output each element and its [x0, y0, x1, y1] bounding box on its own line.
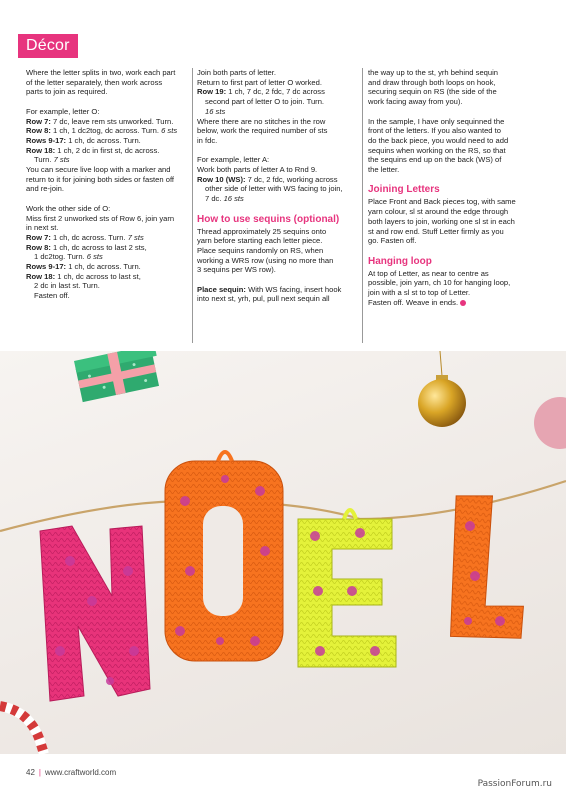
row-label: Row 10 (WS):: [197, 174, 246, 184]
column-divider: [192, 68, 193, 343]
row-label: Row 7:: [26, 232, 51, 242]
row-text: 1 ch, dc across. Turn.: [50, 232, 128, 242]
row-7b: [26, 233, 188, 243]
text-line: Where there are no stitches in the row: [197, 116, 326, 126]
stitch-count: 16 sts: [223, 194, 244, 204]
text-line: You can secure live loop with a marker and: [26, 165, 171, 175]
heading-hanging-loop: Hanging loop: [368, 255, 432, 267]
text-line: go. Fasten off.: [368, 236, 417, 246]
row-label: Row 8:: [26, 126, 51, 136]
text-line: Where the letter splits in two, work each part: [26, 68, 176, 77]
sequins-paragraph: [197, 227, 357, 276]
hanging-end-line: [368, 298, 538, 308]
text-line: in next st.: [26, 223, 59, 233]
text-line: Join both parts of letter.: [197, 68, 276, 77]
text-line: work facing away from you).: [368, 97, 463, 107]
row-10-cont2: [197, 194, 357, 204]
row-18b: [26, 272, 188, 282]
row-text: With WS facing, insert hook: [245, 284, 342, 294]
text-column-3: [368, 68, 538, 317]
text-line: In the sample, I have only sequinned the: [368, 116, 505, 126]
place-sequin-line: [197, 285, 357, 295]
column-divider: [362, 68, 363, 343]
text-line: st and row end. Stuff Letter firmly as you: [368, 226, 504, 236]
text-line: Miss first 2 unworked sts of Row 6, join yarn: [26, 213, 175, 223]
row-18-cont: [26, 155, 188, 165]
row-18: [26, 146, 188, 156]
row-8b: [26, 243, 188, 253]
row-text: 1 ch, 1 dc2tog, dc across. Turn.: [50, 126, 162, 136]
letter-l-orange: [437, 491, 540, 646]
text-line: front of the letters. If you also wanted to: [368, 126, 501, 136]
row-text: 1 dc2tog. Turn.: [34, 252, 87, 262]
sequin-cont-paragraph: [368, 68, 538, 107]
text-line: both layers to join, working one sl st in each: [368, 216, 515, 226]
text-line: Thread approximately 25 sequins onto: [197, 226, 327, 236]
row-18b-cont: 2 dc in last st. Turn.: [34, 281, 100, 291]
text-line: do the back piece, you would need to add: [368, 135, 509, 145]
candy-cane-icon: [0, 706, 44, 754]
example-heading: For example, letter O:: [26, 106, 100, 116]
page-number: 42: [26, 768, 35, 777]
garland-illustration: [0, 351, 566, 754]
row-text: 1 ch, 2 dc in first st, dc across.: [55, 145, 160, 155]
row-text: 1 ch, dc across to last st,: [55, 271, 141, 281]
text-line: At top of Letter, as near to centre as: [368, 268, 489, 278]
text-line: join with a sl st to top of Letter.: [368, 288, 471, 298]
watermark: PassionForum.ru: [477, 779, 552, 789]
row-label: Place sequin:: [197, 284, 246, 294]
text-column-2: [197, 68, 357, 314]
text-line: below, work the required number of sts: [197, 126, 328, 136]
text-line: the sequins end up on the back (WS) of: [368, 155, 502, 165]
text-line: in fdc.: [197, 135, 218, 145]
text-line: Return to first part of letter O worked.: [197, 77, 322, 87]
row-10-cont: other side of letter with WS facing to join,: [205, 184, 343, 194]
rows-9-17b: [26, 262, 188, 272]
letter-n-pink: [40, 526, 150, 701]
stitch-count: 7 sts: [127, 232, 144, 242]
text-line: Place Front and Back pieces tog, with same: [368, 197, 516, 207]
heading-joining-letters: Joining Letters: [368, 184, 440, 196]
example-heading: For example, letter A:: [197, 155, 270, 165]
heading-sequins: How to use sequins (optional): [197, 213, 340, 225]
text-line: return to it for joining both sides or fasten off: [26, 174, 175, 184]
sample-paragraph: [368, 117, 538, 175]
intro-paragraph: [26, 68, 188, 97]
row-label: Row 18:: [26, 145, 56, 155]
row-19-cont: second part of letter O to join. Turn.: [205, 97, 325, 107]
text-line: sequins when working on the RS, so that: [368, 145, 506, 155]
fasten-off: Fasten off.: [34, 291, 70, 301]
joining-paragraph: [368, 197, 538, 246]
row-text: 1 ch, dc across to last 2 sts,: [50, 242, 147, 252]
join-instructions: [197, 68, 357, 146]
text-column-1: [26, 68, 188, 311]
text-line: Place sequins randomly on RS, when: [197, 245, 324, 255]
gold-bauble-icon: [418, 351, 466, 427]
text-line: the letter.: [368, 165, 400, 175]
text-line: into next st, yrh, pul, pull next sequin all: [197, 294, 330, 304]
stitch-count: 16 sts: [205, 106, 226, 116]
row-10: [197, 175, 357, 185]
text-line: Fasten off. Weave in ends.: [368, 297, 459, 307]
text-line: yarn colour, sl st around the edge through: [368, 207, 509, 217]
row-text: 1 ch, dc across. Turn.: [66, 262, 141, 272]
section-tab: Décor: [18, 34, 78, 58]
text-line: possible, join yarn, ch 10 for hanging loop,: [368, 278, 511, 288]
end-marker-icon: [460, 300, 466, 306]
stitch-count: 6 sts: [86, 252, 103, 262]
noel-garland-photo: [0, 351, 566, 754]
row-text: 7 dc, leave rem sts unworked. Turn.: [50, 116, 174, 126]
text-line: Work both parts of letter A to Rnd 9.: [197, 165, 318, 175]
row-label: Row 7:: [26, 116, 51, 126]
row-8: [26, 126, 188, 136]
stitch-count: 6 sts: [161, 126, 178, 136]
text-line: of the letter separately, then work across: [26, 77, 163, 87]
letter-a-instructions: [197, 155, 357, 204]
row-text: 1 ch, dc across. Turn.: [66, 135, 141, 145]
text-line: and re-join.: [26, 184, 64, 194]
text-line: yarn before starting each letter piece.: [197, 236, 323, 246]
pink-bauble-icon: [534, 397, 566, 449]
row-text: 7 dc, 2 fdc, working across: [245, 174, 338, 184]
letter-o-instructions: [26, 107, 188, 194]
text-line: and draw through both loops on hook,: [368, 77, 496, 87]
text-line: working a WRS row (using no more than: [197, 255, 334, 265]
row-text: 7 dc.: [205, 194, 224, 204]
rows-9-17: [26, 136, 188, 146]
row-7: [26, 117, 188, 127]
row-label: Rows 9-17:: [26, 262, 67, 272]
text-line: 3 sequins per WS row).: [197, 265, 276, 275]
site-url: www.craftworld.com: [44, 768, 117, 777]
other-side-instructions: [26, 204, 188, 301]
gift-box-icon: [74, 351, 163, 402]
stitch-count: 7 sts: [53, 155, 70, 165]
page-footer: [26, 768, 116, 777]
text-line: securing sequin on RS (the side of the: [368, 87, 497, 97]
text-line: the way up to the st, yrh behind sequin: [368, 68, 499, 77]
row-text: Turn.: [34, 155, 54, 165]
row-label: Row 18:: [26, 271, 56, 281]
row-label: Row 8:: [26, 242, 51, 252]
row-text: 1 ch, 7 dc, 2 fdc, 7 dc across: [226, 87, 325, 97]
example-heading: Work the other side of O:: [26, 203, 111, 213]
place-sequin-paragraph: [197, 285, 357, 304]
row-label: Rows 9-17:: [26, 135, 67, 145]
footer-separator: |: [38, 768, 41, 777]
row-8b-cont: [26, 252, 188, 262]
text-line: parts to join as required.: [26, 87, 108, 97]
row-label: Row 19:: [197, 87, 227, 97]
hanging-paragraph: [368, 269, 538, 308]
row-19: [197, 87, 357, 97]
